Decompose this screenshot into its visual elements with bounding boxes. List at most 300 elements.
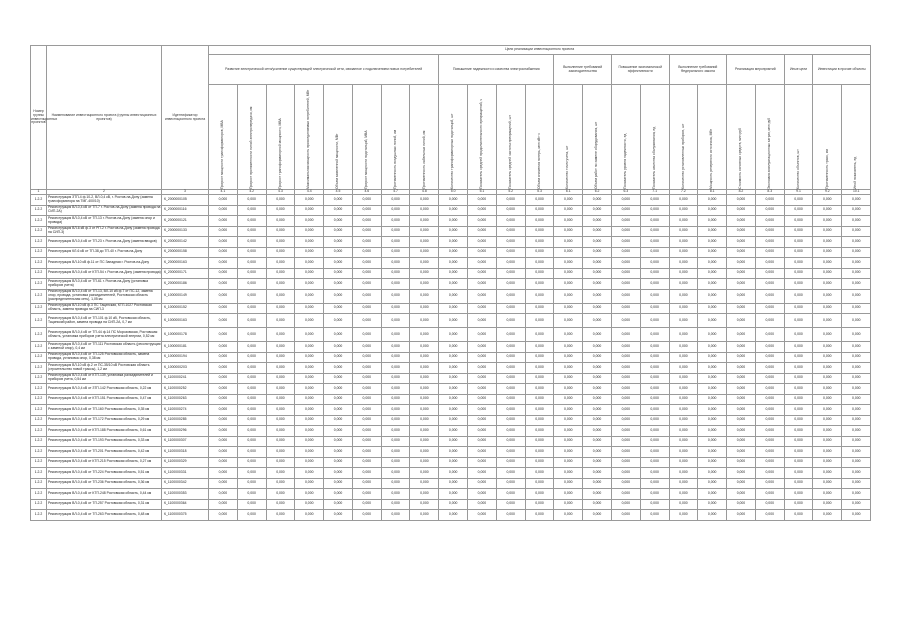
value-cell: 0,000 — [755, 405, 784, 416]
value-cell: 0,000 — [611, 352, 640, 363]
value-cell: 0,000 — [583, 289, 612, 303]
value-cell: 0,000 — [698, 394, 727, 405]
value-cell: 0,000 — [813, 328, 842, 342]
value-cell: 0,000 — [266, 394, 295, 405]
value-cell: 0,000 — [842, 279, 871, 290]
value-cell: 0,000 — [669, 303, 698, 314]
value-cell: 0,000 — [237, 394, 266, 405]
value-cell: 0,000 — [525, 342, 554, 353]
group-number-cell: 1.2.2 — [31, 352, 47, 363]
project-id-cell: К_1100000364 — [162, 499, 209, 510]
group-number-cell: 1.2.2 — [31, 468, 47, 479]
value-cell: 0,000 — [237, 373, 266, 384]
value-cell: 0,000 — [439, 457, 468, 468]
value-cell: 0,000 — [295, 447, 324, 458]
value-column-header — [352, 85, 381, 190]
value-cell: 0,000 — [439, 478, 468, 489]
value-cell: 0,000 — [209, 468, 238, 479]
value-cell: 0,000 — [784, 328, 813, 342]
value-cell: 0,000 — [324, 510, 353, 521]
goal-group-header: Повышение экономической эффективности — [611, 55, 669, 85]
value-cell: 0,000 — [698, 478, 727, 489]
column-number-cell: 8.3 — [755, 190, 784, 195]
column-number-cell: 7.1 — [640, 190, 669, 195]
value-cell: 0,000 — [813, 247, 842, 258]
value-cell: 0,000 — [611, 426, 640, 437]
value-cell: 0,000 — [554, 205, 583, 216]
value-cell: 0,000 — [583, 478, 612, 489]
group-number-cell: 1.2.2 — [31, 447, 47, 458]
value-cell: 0,000 — [813, 226, 842, 237]
value-column-header-text: Стоимость основных средств, млн руб — [738, 128, 743, 189]
value-cell: 0,000 — [525, 510, 554, 521]
value-cell: 0,000 — [237, 237, 266, 248]
value-cell: 0,000 — [266, 363, 295, 374]
value-cell: 0,000 — [727, 247, 756, 258]
project-name-cell: Реконструкция ВЛ-10 кВ ф.2 от ПС-35/10 кВ Ростовская область (строительство новой трассы), 1,2 км — [47, 363, 162, 374]
value-cell: 0,000 — [295, 279, 324, 290]
group-number-cell: 1.2.2 — [31, 279, 47, 290]
value-cell: 0,000 — [784, 457, 813, 468]
value-cell: 0,000 — [611, 363, 640, 374]
table-row — [31, 216, 871, 227]
value-cell: 0,000 — [352, 352, 381, 363]
value-cell: 0,000 — [842, 478, 871, 489]
group-number-cell: 1.2.2 — [31, 237, 47, 248]
value-cell: 0,000 — [611, 226, 640, 237]
table-row — [31, 205, 871, 216]
value-cell: 0,000 — [727, 279, 756, 290]
value-cell: 0,000 — [439, 384, 468, 395]
value-cell: 0,000 — [266, 426, 295, 437]
value-cell: 0,000 — [496, 426, 525, 437]
value-cell: 0,000 — [727, 268, 756, 279]
value-column-header — [237, 85, 266, 190]
value-cell: 0,000 — [525, 394, 554, 405]
value-column-header-text: Прирост мощности подстанций, МВА — [364, 130, 368, 189]
value-cell: 0,000 — [813, 237, 842, 248]
value-cell: 0,000 — [611, 314, 640, 328]
value-cell: 0,000 — [669, 363, 698, 374]
column-number-cell: 4.1 — [209, 190, 238, 195]
value-cell: 0,000 — [439, 205, 468, 216]
value-cell: 0,000 — [842, 415, 871, 426]
value-cell: 0,000 — [842, 489, 871, 500]
value-column-header-text: Количество объектов, шт — [795, 149, 800, 189]
value-cell: 0,000 — [640, 478, 669, 489]
value-cell: 0,000 — [727, 328, 756, 342]
value-cell: 0,000 — [496, 384, 525, 395]
value-cell: 0,000 — [381, 205, 410, 216]
value-column-header — [583, 85, 612, 190]
value-column-header-text: Мощность резервного источника, МВт — [709, 128, 714, 189]
value-cell: 0,000 — [784, 363, 813, 374]
project-id-cell: К_1000000194 — [162, 352, 209, 363]
value-cell: 0,000 — [352, 195, 381, 206]
project-name-cell: Реконструкция КЛ-6 кВ от ТП-38 до ТП-40 г. Ростов-на-Дону — [47, 247, 162, 258]
column-number-cell: 2 — [47, 190, 162, 195]
project-name-cell: Реконструкция ВЛ-0,4 кВ от ТП-101 ф.10 кВ, Ростовская область, Тацинский район, замена провода на СИП-2А, 0,7 км — [47, 314, 162, 328]
value-cell: 0,000 — [209, 363, 238, 374]
value-cell: 0,000 — [266, 373, 295, 384]
project-id-cell: К_2000000171 — [162, 268, 209, 279]
value-cell: 0,000 — [813, 468, 842, 479]
value-cell: 0,000 — [583, 415, 612, 426]
value-cell: 0,000 — [611, 499, 640, 510]
value-cell: 0,000 — [439, 405, 468, 416]
value-column-header — [698, 85, 727, 190]
value-cell: 0,000 — [583, 268, 612, 279]
value-cell: 0,000 — [611, 279, 640, 290]
column-number-cell: 5.1 — [468, 190, 497, 195]
group-number-cell: 1.2.2 — [31, 363, 47, 374]
value-cell: 0,000 — [755, 457, 784, 468]
value-cell: 0,000 — [237, 289, 266, 303]
value-cell: 0,000 — [755, 415, 784, 426]
value-cell: 0,000 — [669, 342, 698, 353]
value-cell: 0,000 — [755, 352, 784, 363]
value-cell: 0,000 — [611, 415, 640, 426]
column-number-cell: 3 — [162, 190, 209, 195]
value-cell: 0,000 — [237, 216, 266, 227]
value-column-header-text: Показатель средней частоты прекращений, шт — [507, 115, 512, 189]
value-cell: 0,000 — [352, 394, 381, 405]
value-cell: 0,000 — [611, 373, 640, 384]
value-cell: 0,000 — [611, 289, 640, 303]
value-cell: 0,000 — [496, 205, 525, 216]
column-number-cell: 4.5 — [324, 190, 353, 195]
value-cell: 0,000 — [410, 457, 439, 468]
value-cell: 0,000 — [468, 447, 497, 458]
value-cell: 0,000 — [727, 510, 756, 521]
value-cell: 0,000 — [324, 426, 353, 437]
value-cell: 0,000 — [813, 303, 842, 314]
value-cell: 0,000 — [842, 373, 871, 384]
value-cell: 0,000 — [640, 289, 669, 303]
value-cell: 0,000 — [784, 216, 813, 227]
value-column-header — [410, 85, 439, 190]
value-cell: 0,000 — [410, 258, 439, 269]
value-cell: 0,000 — [410, 195, 439, 206]
project-name-cell: Реконструкция ВЛ-6 кВ ф.3 от РП-2 г. Ростов-на-Дону (замена провода на СИП-3) — [47, 226, 162, 237]
value-cell: 0,000 — [784, 499, 813, 510]
table-row — [31, 384, 871, 395]
value-cell: 0,000 — [352, 384, 381, 395]
value-cell: 0,000 — [266, 247, 295, 258]
value-cell: 0,000 — [554, 216, 583, 227]
table-row — [31, 247, 871, 258]
value-cell: 0,000 — [813, 216, 842, 227]
value-cell: 0,000 — [669, 394, 698, 405]
value-cell: 0,000 — [295, 415, 324, 426]
value-column-header-text: Объем работ по замене оборудования, шт — [594, 121, 599, 189]
value-cell: 0,000 — [237, 478, 266, 489]
value-cell: 0,000 — [669, 510, 698, 521]
table-row — [31, 314, 871, 328]
value-cell: 0,000 — [496, 314, 525, 328]
value-cell: 0,000 — [496, 352, 525, 363]
value-cell: 0,000 — [698, 258, 727, 269]
value-cell: 0,000 — [525, 279, 554, 290]
value-cell: 0,000 — [381, 457, 410, 468]
value-cell: 0,000 — [669, 279, 698, 290]
value-cell: 0,000 — [266, 195, 295, 206]
value-cell: 0,000 — [237, 303, 266, 314]
value-cell: 0,000 — [324, 405, 353, 416]
value-cell: 0,000 — [813, 373, 842, 384]
project-id-cell: К_2000000186 — [162, 279, 209, 290]
value-cell: 0,000 — [640, 510, 669, 521]
value-column-header-text: Прирост мощности трансформаторов, МВА — [220, 120, 225, 189]
value-cell: 0,000 — [554, 478, 583, 489]
value-cell: 0,000 — [813, 205, 842, 216]
value-column-header-text: Показатель уровня надежности, ед — [623, 133, 628, 189]
project-name-cell: Реконструкция ВЛ-0,4 кВ от КТП-248 Ростовская область, 0,44 км — [47, 489, 162, 500]
value-cell: 0,000 — [611, 447, 640, 458]
value-cell: 0,000 — [640, 314, 669, 328]
value-cell: 0,000 — [439, 195, 468, 206]
value-cell: 0,000 — [295, 510, 324, 521]
value-cell: 0,000 — [209, 489, 238, 500]
value-cell: 0,000 — [784, 303, 813, 314]
corner-header: Номер группы инвестиционных проектов — [31, 46, 47, 190]
value-cell: 0,000 — [468, 457, 497, 468]
value-cell: 0,000 — [842, 468, 871, 479]
value-cell: 0,000 — [295, 373, 324, 384]
value-cell: 0,000 — [813, 436, 842, 447]
value-column-header-text: Протяженность кабельных линий, км — [421, 130, 426, 189]
table-row — [31, 289, 871, 303]
value-cell: 0,000 — [842, 216, 871, 227]
value-cell: 0,000 — [237, 314, 266, 328]
value-cell: 0,000 — [468, 258, 497, 269]
value-cell: 0,000 — [784, 468, 813, 479]
value-cell: 0,000 — [352, 279, 381, 290]
project-name-cell: Реконструкция ВЛ-0,4 кВ от КТП-151 Ростовская область, 0,47 км — [47, 394, 162, 405]
value-column-header-text: Показатель качества обслуживания, ед — [651, 126, 656, 189]
value-cell: 0,000 — [266, 352, 295, 363]
value-cell: 0,000 — [324, 328, 353, 342]
table-row — [31, 226, 871, 237]
value-cell: 0,000 — [842, 457, 871, 468]
value-cell: 0,000 — [266, 510, 295, 521]
value-cell: 0,000 — [669, 314, 698, 328]
column-number-cell: 4.7 — [381, 190, 410, 195]
value-cell: 0,000 — [266, 314, 295, 328]
value-cell: 0,000 — [640, 489, 669, 500]
value-cell: 0,000 — [698, 436, 727, 447]
value-cell: 0,000 — [439, 510, 468, 521]
value-cell: 0,000 — [554, 195, 583, 206]
value-cell: 0,000 — [410, 279, 439, 290]
value-cell: 0,000 — [698, 384, 727, 395]
group-number-cell: 1.2.2 — [31, 268, 47, 279]
value-column-header — [755, 85, 784, 190]
value-cell: 0,000 — [784, 426, 813, 437]
value-cell: 0,000 — [755, 510, 784, 521]
value-cell: 0,000 — [525, 216, 554, 227]
project-name-cell: Реконструкция ВЛ-0,4 кВ от ТП-7 г. Ростов-на-Дону (замена провода на СИП-2А) — [47, 205, 162, 216]
value-cell: 0,000 — [324, 447, 353, 458]
project-name-cell: Реконструкция ВЛ-0,4 кВ от ТП-111 Ростовская область (реконструкция с заменой опор), 0,4 км — [47, 342, 162, 353]
group-number-cell: 1.2.2 — [31, 303, 47, 314]
value-cell: 0,000 — [381, 268, 410, 279]
value-cell: 0,000 — [352, 363, 381, 374]
value-cell: 0,000 — [324, 303, 353, 314]
value-cell: 0,000 — [496, 510, 525, 521]
table-row — [31, 426, 871, 437]
value-cell: 0,000 — [381, 289, 410, 303]
value-cell: 0,000 — [842, 405, 871, 416]
value-cell: 0,000 — [698, 342, 727, 353]
value-cell: 0,000 — [727, 468, 756, 479]
value-cell: 0,000 — [755, 328, 784, 342]
value-cell: 0,000 — [698, 205, 727, 216]
project-name-cell: Реконструкция ЗТП-4 ф.10-2, ВЛ-0,4 кВ, г. Ростов-на-Дону (замена трансформатора на ТМГ-400/10) — [47, 195, 162, 206]
value-cell: 0,000 — [352, 303, 381, 314]
value-cell: 0,000 — [669, 352, 698, 363]
column-number-cell: 4.2 — [237, 190, 266, 195]
value-cell: 0,000 — [381, 279, 410, 290]
value-cell: 0,000 — [727, 195, 756, 206]
table-row — [31, 363, 871, 374]
value-cell: 0,000 — [583, 363, 612, 374]
project-name-cell: Реконструкция ВЛ-10 кВ ф.3 ПС Тацинская, КТП-1027 Ростовская область, замена провода на СИП-3 — [47, 303, 162, 314]
value-cell: 0,000 — [611, 303, 640, 314]
value-cell: 0,000 — [554, 405, 583, 416]
value-cell: 0,000 — [669, 499, 698, 510]
value-cell: 0,000 — [266, 499, 295, 510]
value-cell: 0,000 — [842, 342, 871, 353]
value-cell: 0,000 — [755, 226, 784, 237]
value-cell: 0,000 — [439, 303, 468, 314]
value-cell: 0,000 — [352, 328, 381, 342]
value-cell: 0,000 — [842, 363, 871, 374]
value-cell: 0,000 — [439, 363, 468, 374]
value-cell: 0,000 — [295, 426, 324, 437]
value-cell: 0,000 — [410, 394, 439, 405]
value-cell: 0,000 — [755, 468, 784, 479]
value-cell: 0,000 — [324, 216, 353, 227]
value-cell: 0,000 — [727, 405, 756, 416]
value-cell: 0,000 — [554, 363, 583, 374]
value-cell: 0,000 — [611, 237, 640, 248]
table-row — [31, 279, 871, 290]
value-cell: 0,000 — [669, 247, 698, 258]
value-cell: 0,000 — [410, 328, 439, 342]
value-cell: 0,000 — [813, 499, 842, 510]
project-name-cell: Реконструкция ВЛ-0,4 кВ от КТП-215 Ростовская область, 0,27 км — [47, 457, 162, 468]
value-cell: 0,000 — [266, 268, 295, 279]
value-cell: 0,000 — [755, 205, 784, 216]
value-cell: 0,000 — [640, 195, 669, 206]
value-cell: 0,000 — [554, 415, 583, 426]
value-cell: 0,000 — [468, 237, 497, 248]
value-cell: 0,000 — [525, 205, 554, 216]
value-cell: 0,000 — [755, 258, 784, 269]
table-row — [31, 237, 871, 248]
value-cell: 0,000 — [352, 405, 381, 416]
project-name-cell: Реконструкция ВЛ-0,4 кВ от КТП-54 г. Ростов-на-Дону (замена провода) — [47, 268, 162, 279]
value-cell: 0,000 — [525, 268, 554, 279]
value-cell: 0,000 — [525, 426, 554, 437]
value-cell: 0,000 — [468, 216, 497, 227]
group-number-cell: 1.2.2 — [31, 489, 47, 500]
value-column-header — [842, 85, 871, 190]
value-cell: 0,000 — [727, 415, 756, 426]
value-column-header-text: Иной показатель, ед — [853, 156, 858, 189]
value-cell: 0,000 — [784, 384, 813, 395]
value-cell: 0,000 — [583, 373, 612, 384]
column-number-cell: 9.2 — [813, 190, 842, 195]
value-cell: 0,000 — [237, 415, 266, 426]
value-cell: 0,000 — [583, 457, 612, 468]
value-cell: 0,000 — [410, 216, 439, 227]
value-cell: 0,000 — [439, 436, 468, 447]
value-cell: 0,000 — [813, 195, 842, 206]
value-cell: 0,000 — [468, 268, 497, 279]
value-cell: 0,000 — [410, 415, 439, 426]
value-cell: 0,000 — [439, 373, 468, 384]
value-cell: 0,000 — [496, 363, 525, 374]
value-cell: 0,000 — [352, 468, 381, 479]
column-number-cell: 5.0 — [439, 190, 468, 195]
value-column-header-text: Прирост протяженности линий электропередачи, км — [248, 106, 253, 189]
value-cell: 0,000 — [324, 342, 353, 353]
value-cell: 0,000 — [640, 426, 669, 437]
value-cell: 0,000 — [669, 478, 698, 489]
value-cell: 0,000 — [583, 314, 612, 328]
value-cell: 0,000 — [727, 478, 756, 489]
value-cell: 0,000 — [842, 268, 871, 279]
value-cell: 0,000 — [755, 489, 784, 500]
value-cell: 0,000 — [381, 195, 410, 206]
value-cell: 0,000 — [266, 289, 295, 303]
value-cell: 0,000 — [324, 289, 353, 303]
value-cell: 0,000 — [209, 510, 238, 521]
value-cell: 0,000 — [410, 478, 439, 489]
goal-group-header: Реализация мероприятий — [727, 55, 785, 85]
value-cell: 0,000 — [381, 247, 410, 258]
column-number-cell: 4.6 — [352, 190, 381, 195]
value-cell: 0,000 — [410, 268, 439, 279]
value-cell: 0,000 — [266, 415, 295, 426]
group-number-cell: 1.2.2 — [31, 289, 47, 303]
value-cell: 0,000 — [266, 303, 295, 314]
value-column-header — [669, 85, 698, 190]
project-name-cell: Реконструкция ВЛ-0,4 кВ от ТП-13, ВЛ-10 кВ ф.7 от ПС-12, замена опор, провода, установка разъединителей, Ростовская область (распределительная сеть), 1,05 км — [47, 289, 162, 303]
value-cell: 0,000 — [554, 352, 583, 363]
value-column-header — [496, 85, 525, 190]
value-cell: 0,000 — [266, 279, 295, 290]
value-cell: 0,000 — [439, 468, 468, 479]
value-cell: 0,000 — [352, 268, 381, 279]
value-cell: 0,000 — [755, 436, 784, 447]
value-cell: 0,000 — [410, 510, 439, 521]
value-cell: 0,000 — [209, 205, 238, 216]
value-cell: 0,000 — [698, 426, 727, 437]
value-cell: 0,000 — [727, 436, 756, 447]
value-cell: 0,000 — [554, 426, 583, 437]
project-name-cell: Реконструкция ВЛ-0,4 кВ от КТП-188 Ростовская область, 0,61 км — [47, 426, 162, 437]
value-cell: 0,000 — [468, 279, 497, 290]
value-cell: 0,000 — [554, 314, 583, 328]
value-cell: 0,000 — [237, 468, 266, 479]
value-column-header-text: Прирост трансформаторной мощности, МВА — [277, 118, 282, 189]
value-cell: 0,000 — [842, 195, 871, 206]
value-cell: 0,000 — [209, 499, 238, 510]
value-cell: 0,000 — [611, 342, 640, 353]
